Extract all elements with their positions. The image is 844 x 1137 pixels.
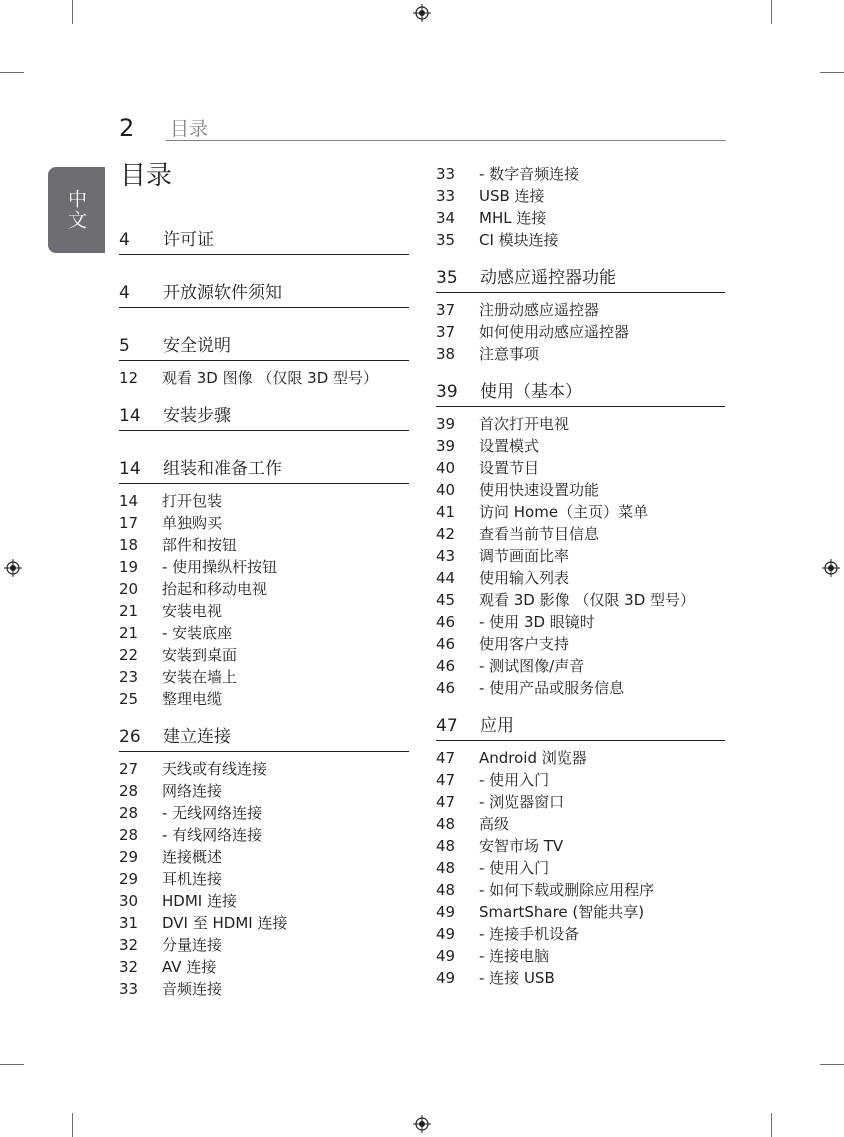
toc-page-number: 21 bbox=[119, 624, 139, 642]
toc-entry[interactable] bbox=[436, 901, 725, 923]
toc-entry-label: AV 连接 bbox=[162, 958, 217, 976]
toc-section-heading[interactable] bbox=[119, 725, 409, 752]
toc-entry[interactable] bbox=[436, 299, 725, 321]
toc-entry[interactable] bbox=[436, 857, 725, 879]
toc-entry-label: 安装电视 bbox=[162, 602, 223, 620]
toc-entry[interactable] bbox=[119, 600, 409, 622]
toc-entry-label: MHL 连接 bbox=[479, 209, 547, 227]
toc-entry-label: DVI 至 HDMI 连接 bbox=[162, 914, 288, 932]
toc-entry-label: 设置节目 bbox=[479, 459, 540, 477]
toc-page-number: 22 bbox=[119, 646, 139, 664]
toc-page-number: 47 bbox=[436, 749, 456, 767]
toc-page-number: 39 bbox=[436, 382, 458, 402]
toc-entry-label: 高级 bbox=[479, 815, 510, 833]
toc-page-number: 43 bbox=[436, 547, 456, 565]
crop-mark bbox=[771, 0, 772, 24]
toc-page-number: 28 bbox=[119, 782, 139, 800]
toc-page-number: 41 bbox=[436, 503, 456, 521]
toc-page-number: 28 bbox=[119, 804, 139, 822]
toc-entry[interactable] bbox=[119, 912, 409, 934]
toc-entry-label: CI 模块连接 bbox=[479, 231, 559, 249]
toc-entry-label: 使用快速设置功能 bbox=[479, 481, 600, 499]
toc-entry-label: 网络连接 bbox=[162, 782, 223, 800]
toc-page-number: 48 bbox=[436, 859, 456, 877]
toc-entry[interactable] bbox=[436, 523, 725, 545]
toc-entry-label: 抬起和移动电视 bbox=[162, 580, 268, 598]
toc-page-number: 4 bbox=[119, 230, 130, 250]
toc-entry[interactable] bbox=[119, 758, 409, 780]
toc-entry-label: 部件和按钮 bbox=[162, 536, 238, 554]
toc-entry-label: - 数字音频连接 bbox=[479, 165, 580, 183]
toc-page-number: 39 bbox=[436, 437, 456, 455]
toc-entry[interactable] bbox=[119, 534, 409, 556]
toc-page-number: 12 bbox=[119, 369, 139, 387]
toc-page-number: 49 bbox=[436, 925, 456, 943]
toc-entry-label: 安装到桌面 bbox=[162, 646, 238, 664]
toc-entry-label: - 有线网络连接 bbox=[162, 826, 263, 844]
crop-mark bbox=[72, 0, 73, 24]
toc-page-number: 48 bbox=[436, 815, 456, 833]
toc-entry-label: 首次打开电视 bbox=[479, 415, 570, 433]
toc-entry[interactable] bbox=[119, 367, 409, 389]
toc-entry-label: - 使用入门 bbox=[479, 859, 550, 877]
toc-page-number: 44 bbox=[436, 569, 456, 587]
toc-entry[interactable] bbox=[436, 413, 725, 435]
toc-left-column bbox=[119, 228, 409, 1000]
toc-entry-label: 打开包装 bbox=[162, 492, 223, 510]
toc-entry-label: 组装和准备工作 bbox=[163, 459, 282, 479]
toc-entry-label: 观看 3D 影像 （仅限 3D 型号） bbox=[479, 591, 696, 609]
toc-entry[interactable] bbox=[436, 677, 725, 699]
toc-section-heading[interactable] bbox=[119, 281, 409, 308]
toc-entry-label: 应用 bbox=[480, 716, 514, 736]
toc-page-number: 39 bbox=[436, 415, 456, 433]
toc-entry-label: 安全说明 bbox=[163, 336, 231, 356]
toc-page-number: 48 bbox=[436, 881, 456, 899]
toc-entry-label: USB 连接 bbox=[479, 187, 545, 205]
toc-entry-label: Android 浏览器 bbox=[479, 749, 587, 767]
toc-entry[interactable] bbox=[119, 868, 409, 890]
toc-entry-label: 注意事项 bbox=[479, 345, 540, 363]
registration-mark-icon bbox=[413, 4, 431, 22]
toc-page-number: 26 bbox=[119, 727, 141, 747]
toc-entry-label: - 浏览器窗口 bbox=[479, 793, 565, 811]
crop-mark bbox=[72, 1113, 73, 1137]
toc-section-heading[interactable] bbox=[119, 457, 409, 484]
toc-entry[interactable] bbox=[119, 512, 409, 534]
toc-title: 目录 bbox=[120, 161, 173, 191]
toc-section-heading[interactable] bbox=[119, 228, 409, 255]
toc-entry-label: SmartShare (智能共享) bbox=[479, 903, 645, 921]
toc-page-number: 46 bbox=[436, 657, 456, 675]
toc-entry-label: 使用（基本） bbox=[480, 382, 582, 402]
toc-entry[interactable] bbox=[119, 688, 409, 710]
toc-entry[interactable] bbox=[436, 835, 725, 857]
toc-entry[interactable] bbox=[119, 802, 409, 824]
toc-page-number: 28 bbox=[119, 826, 139, 844]
registration-mark-icon bbox=[822, 559, 840, 577]
toc-page-number: 14 bbox=[119, 459, 141, 479]
toc-page-number: 48 bbox=[436, 837, 456, 855]
toc-page-number: 49 bbox=[436, 969, 456, 987]
toc-section-heading[interactable] bbox=[119, 334, 409, 361]
toc-entry-label: 观看 3D 图像 （仅限 3D 型号） bbox=[162, 369, 379, 387]
toc-page-number: 17 bbox=[119, 514, 139, 532]
toc-page-number: 25 bbox=[119, 690, 139, 708]
toc-page-number: 46 bbox=[436, 679, 456, 697]
toc-entry-label: 安装在墙上 bbox=[162, 668, 238, 686]
toc-entry-label: - 使用入门 bbox=[479, 771, 550, 789]
toc-entry-label: - 无线网络连接 bbox=[162, 804, 263, 822]
toc-entry-label: - 安装底座 bbox=[162, 624, 233, 642]
toc-page-number: 4 bbox=[119, 283, 130, 303]
toc-entry[interactable] bbox=[436, 769, 725, 791]
toc-entry[interactable] bbox=[436, 791, 725, 813]
crop-mark bbox=[0, 1064, 24, 1065]
toc-page-number: 5 bbox=[119, 336, 130, 356]
toc-page-number: 34 bbox=[436, 209, 456, 227]
toc-entry[interactable] bbox=[436, 589, 725, 611]
toc-entry-label: 耳机连接 bbox=[162, 870, 223, 888]
toc-entry[interactable] bbox=[119, 846, 409, 868]
toc-entry-label: - 使用产品或服务信息 bbox=[479, 679, 625, 697]
toc-entry[interactable] bbox=[436, 567, 725, 589]
toc-entry-label: 如何使用动感应遥控器 bbox=[479, 323, 630, 341]
toc-section-heading[interactable] bbox=[436, 266, 725, 293]
crop-mark bbox=[771, 1113, 772, 1137]
toc-entry[interactable] bbox=[119, 644, 409, 666]
toc-entry[interactable] bbox=[436, 633, 725, 655]
toc-entry[interactable] bbox=[436, 435, 725, 457]
toc-page-number: 46 bbox=[436, 635, 456, 653]
header-divider bbox=[166, 140, 726, 141]
toc-page-number: 33 bbox=[436, 187, 456, 205]
toc-entry-label: 调节画面比率 bbox=[479, 547, 570, 565]
toc-page-number: 42 bbox=[436, 525, 456, 543]
toc-page-number: 14 bbox=[119, 406, 141, 426]
toc-page-number: 45 bbox=[436, 591, 456, 609]
toc-page-number: 33 bbox=[436, 165, 456, 183]
toc-entry[interactable] bbox=[436, 967, 725, 989]
toc-page-number: 33 bbox=[119, 980, 139, 998]
toc-entry[interactable] bbox=[119, 578, 409, 600]
toc-section-heading[interactable] bbox=[436, 380, 725, 407]
toc-page-number: 47 bbox=[436, 771, 456, 789]
page-number: 2 bbox=[119, 114, 135, 142]
toc-entry-label: - 连接电脑 bbox=[479, 947, 550, 965]
toc-entry-label: 开放源软件须知 bbox=[163, 283, 282, 303]
toc-entry[interactable] bbox=[436, 321, 725, 343]
toc-entry[interactable] bbox=[436, 813, 725, 835]
toc-entry[interactable] bbox=[119, 622, 409, 644]
toc-page-number: 29 bbox=[119, 848, 139, 866]
toc-entry-label: - 连接 USB bbox=[479, 969, 555, 987]
toc-entry-label: - 使用 3D 眼镜时 bbox=[479, 613, 595, 631]
toc-page-number: 38 bbox=[436, 345, 456, 363]
toc-entry[interactable] bbox=[436, 185, 725, 207]
language-tab bbox=[48, 167, 105, 253]
toc-entry[interactable] bbox=[119, 934, 409, 956]
toc-entry[interactable] bbox=[436, 163, 725, 185]
toc-entry[interactable] bbox=[436, 747, 725, 769]
toc-entry[interactable] bbox=[119, 556, 409, 578]
toc-entry[interactable] bbox=[119, 490, 409, 512]
toc-right-column bbox=[436, 163, 725, 989]
toc-entry-label: - 使用操纵杆按钮 bbox=[162, 558, 278, 576]
toc-page-number: 40 bbox=[436, 459, 456, 477]
registration-mark-icon bbox=[413, 1115, 431, 1133]
toc-page-number: 32 bbox=[119, 936, 139, 954]
toc-entry-label: 安智市场 TV bbox=[479, 837, 564, 855]
toc-entry-label: 使用客户支持 bbox=[479, 635, 570, 653]
toc-page-number: 37 bbox=[436, 301, 456, 319]
language-tab-label: 中文 bbox=[65, 189, 87, 231]
toc-entry[interactable] bbox=[119, 956, 409, 978]
toc-entry[interactable] bbox=[119, 666, 409, 688]
toc-entry-label: 查看当前节目信息 bbox=[479, 525, 600, 543]
toc-page-number: 21 bbox=[119, 602, 139, 620]
toc-entry-label: 安装步骤 bbox=[163, 406, 231, 426]
toc-entry-label: 动感应遥控器功能 bbox=[480, 268, 616, 288]
toc-section-heading[interactable] bbox=[436, 714, 725, 741]
toc-page-number: 18 bbox=[119, 536, 139, 554]
toc-entry-label: 使用输入列表 bbox=[479, 569, 570, 587]
toc-entry[interactable] bbox=[436, 229, 725, 251]
toc-entry[interactable] bbox=[119, 890, 409, 912]
toc-page-number: 40 bbox=[436, 481, 456, 499]
registration-mark-icon bbox=[4, 559, 22, 577]
toc-entry-label: 单独购买 bbox=[162, 514, 223, 532]
toc-entry[interactable] bbox=[119, 824, 409, 846]
toc-page-number: 31 bbox=[119, 914, 139, 932]
toc-page-number: 19 bbox=[119, 558, 139, 576]
toc-entry-label: 分量连接 bbox=[162, 936, 223, 954]
toc-entry-label: - 测试图像/声音 bbox=[479, 657, 585, 675]
toc-page-number: 30 bbox=[119, 892, 139, 910]
toc-entry[interactable] bbox=[436, 655, 725, 677]
toc-entry[interactable] bbox=[436, 457, 725, 479]
toc-entry[interactable] bbox=[119, 780, 409, 802]
toc-entry[interactable] bbox=[436, 923, 725, 945]
toc-entry[interactable] bbox=[436, 207, 725, 229]
toc-entry-label: 访问 Home（主页）菜单 bbox=[479, 503, 649, 521]
toc-entry[interactable] bbox=[119, 978, 409, 1000]
toc-page-number: 14 bbox=[119, 492, 139, 510]
toc-entry[interactable] bbox=[436, 879, 725, 901]
toc-entry-label: - 如何下载或删除应用程序 bbox=[479, 881, 655, 899]
toc-page-number: 47 bbox=[436, 716, 458, 736]
running-header-title: 目录 bbox=[170, 118, 209, 140]
toc-page-number: 35 bbox=[436, 268, 458, 288]
toc-section-heading[interactable] bbox=[119, 404, 409, 431]
toc-page-number: 32 bbox=[119, 958, 139, 976]
crop-mark bbox=[820, 72, 844, 73]
toc-entry-label: 连接概述 bbox=[162, 848, 223, 866]
toc-entry[interactable] bbox=[436, 343, 725, 365]
crop-mark bbox=[0, 72, 24, 73]
toc-entry-label: 建立连接 bbox=[163, 727, 231, 747]
toc-entry-label: 注册动感应遥控器 bbox=[479, 301, 600, 319]
toc-entry[interactable] bbox=[436, 479, 725, 501]
toc-page-number: 49 bbox=[436, 947, 456, 965]
toc-entry[interactable] bbox=[436, 501, 725, 523]
toc-entry[interactable] bbox=[436, 945, 725, 967]
toc-entry[interactable] bbox=[436, 545, 725, 567]
toc-page-number: 35 bbox=[436, 231, 456, 249]
toc-entry-label: 整理电缆 bbox=[162, 690, 223, 708]
toc-page-number: 49 bbox=[436, 903, 456, 921]
toc-entry-label: 设置模式 bbox=[479, 437, 540, 455]
toc-entry-label: 音频连接 bbox=[162, 980, 223, 998]
toc-entry-label: HDMI 连接 bbox=[162, 892, 237, 910]
toc-page-number: 47 bbox=[436, 793, 456, 811]
toc-page-number: 46 bbox=[436, 613, 456, 631]
toc-page-number: 29 bbox=[119, 870, 139, 888]
toc-page-number: 23 bbox=[119, 668, 139, 686]
toc-page-number: 37 bbox=[436, 323, 456, 341]
crop-mark bbox=[820, 1064, 844, 1065]
toc-page-number: 27 bbox=[119, 760, 139, 778]
toc-page-number: 20 bbox=[119, 580, 139, 598]
toc-entry-label: 许可证 bbox=[163, 230, 214, 250]
toc-entry-label: 天线或有线连接 bbox=[162, 760, 268, 778]
toc-entry-label: - 连接手机设备 bbox=[479, 925, 580, 943]
toc-entry[interactable] bbox=[436, 611, 725, 633]
